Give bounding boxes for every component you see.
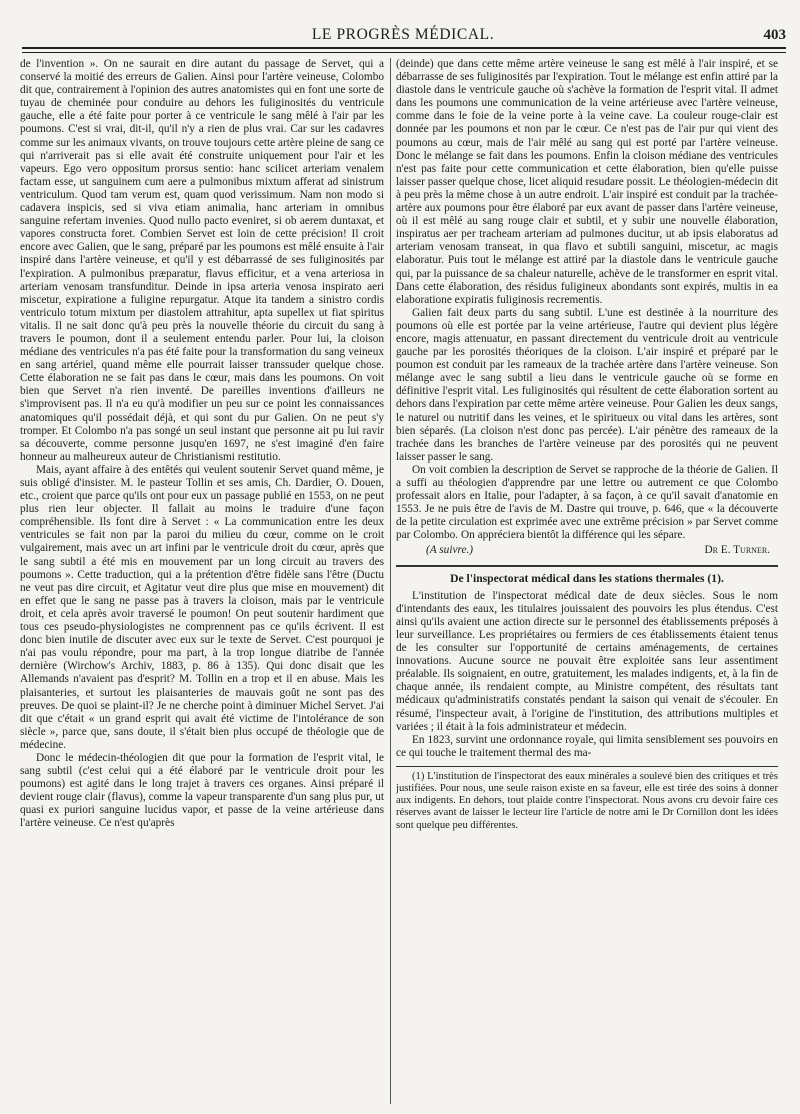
page-number: 403 (763, 27, 786, 43)
header-rule-thick (22, 47, 786, 49)
article-signature (396, 542, 778, 557)
right-column (396, 58, 778, 1108)
author-name: Dr E. Turner. (704, 544, 770, 557)
section-heading: De l'inspectorat médical dans les stations thermales (1). (450, 571, 724, 585)
right-paragraph-1: (deinde) que dans cette même artère veineuse le sang est mêlé à l'air inspiré, et se débarrasse de ses fuliginosités par l'expiration. Tout le mélange est enfin attiré par la diastole dans le ventricule gauche où s'achève la formation de l'esprit vital. Il admet dans les poumons une communication de la veine artérieuse avec l'artère veineuse, comme dans le foie de la veine porte à la veine cave. La couleur rouge-clair est donnée par les poumons et non par le cœur. Ce n'est pas de l'air pur qui vient des poumons au cœur, mais de l'air mêlé au sang qui est porté par l'artère veineuse. Donc le mélange se fait dans les poumons. Enfin la cloison médiane des ventricules n'est pas faite pour cette communication et cette élaboration, bien qu'elle puisse laisser passer quelque chose, licet aliquid resudare possit. Le théologien-médecin dit à peu près la même chose à un autre endroit. L'air inspiré est conduit par la trachée-artère aux poumons pour être élaboré par eux avant de passer dans l'artère veineuse, où il est mêlé au sang rouge clair et subtil, et y subir une nouvelle élaboration, inspiratus aer per tracheam arteriam ad pulmones ducitur, ut ab ipsis elaboratus ad arteriam venosam transeat, in qua flavo et subtili sanguini, miscetur, ac magis elaboratur. Puis tout le mélange est attiré par la diastole dans le ventricule gauche qui, par la puissance de sa chaleur naturelle, achève de le transformer en esprit vital. Dans cette élaboration, des résidus fuligineux abondants sont expirés, multis in ea elaboratione expiratis fuliginosis recrementis. (396, 58, 778, 306)
right-paragraph-5: En 1823, survint une ordonnance royale, qui limita sensiblement ses pouvoirs en ce qui touche le traitement thermal des ma- (396, 733, 778, 759)
right-paragraph-2: Galien fait deux parts du sang subtil. L'une est destinée à la nourriture des poumons où elle est portée par la veine artérieuse, l'autre qui devient plus légère encore, magis attenuatur, en passant directement du ventricule droit au ventricule gauche par les porosités théoriques de la cloison. L'air inspiré et préparé par le poumon est conduit par les rameaux de la trachée artère dans l'artère veineuse. Son mélange avec le sang subtil a lieu dans le ventricule gauche où se forme en définitive l'esprit vital. Les fuliginosités qui résultent de cette élaboration sortent au dehors dans l'expiration par cette même artère veineuse. Pour Galien les deux sangs, le naturel ou nutritif dans les veines, et le spiritueux ou vital dans les artères, sont bien séparés. (La cloison n'est donc pas percée). L'air pénètre des rameaux de la trachée dans les branches de l'artère veineuse par des porosités qui ne peuvent laisser passer le sang. (396, 306, 778, 463)
footnote: (1) L'institution de l'inspectorat des eaux minérales a soulevé bien des critiques et très justifiées. Pour nous, une seule raison existe en sa faveur, elle est tirée des soins à donner aux indigents. En dehors, tout plaide contre l'inspectorat. Nous avons cru devoir faire ces réserves avant de laisser le lecteur lire l'article de notre ami le Dr Cornillon dont les idées sont quelque peu différentes. (396, 770, 778, 831)
right-paragraph-3: On voit combien la description de Servet se rapproche de la théorie de Galien. Il a suffi au théologien d'apprendre par une lettre ou autrement ce que Colombo professait alors en Italie, pour l'adapter, à sa façon, à ce qu'il savait d'anatomie en 1553. Je ne puis être de l'avis de M. Dastre qui trouve, p. 646, que « la découverte de la petite circulation est exprimée avec une extrême précision » par Servet comme par Colombo. On appréciera bientôt la différence qui les sépare. (396, 463, 778, 542)
page-header (20, 22, 786, 44)
left-paragraph-3: Donc le médecin-théologien dit que pour la formation de l'esprit vital, le sang subtil (c'est celui qui a été élaboré par le ventricule droit pour les poumons) est agité dans le long trajet à travers ces organes. Ainsi préparé il devient rouge clair (flavus), comme la vapeur transparente d'un sang plus pur, ut quasi ex puriori sanguine lucidus vapor, et passe de la veine artérieuse dans l'artère veineuse. Ce n'est qu'après (20, 751, 384, 830)
to-be-continued: (A suivre.) (426, 544, 474, 557)
left-paragraph-2: Mais, ayant affaire à des entêtés qui veulent soutenir Servet quand même, je suis obligé d'insister. M. le pasteur Tollin et ses amis, Ch. Dardier, O. Douen, etc., croient que parce qu'ils ont pour eux un passage publié en 1553, on ne peut plus rien leur objecter. Il fallait au moins le traduire d'une façon compréhensible. Ils font dire à Servet : « La communication entre les deux ventricules se fait non par la paroi du milieu du cœur, comme on le croit vulgairement, mais avec un art infini par le ventricule droit du cœur, après que le sang subtil a été mis en mouvement par un long circuit au travers des poumons ». Cette traduction, qui a la prétention d'être fidèle sans l'être (Ductu ne veut pas dire circuit, et Agitatur veut dire plus que mise en mouvement) dit en effet que le sang ne passe pas à travers la cloison, mais par le ventricule droit, et cela après avoir traversé le poumon! On peut soutenir hardiment que tous ces pseudo-physiologistes ne comprennent pas ce qu'ils écrivent. Il est donc bien inutile de discuter avec eux sur le texte de Servet. C'est pourquoi je n'ai pas voulu répondre, pour ma part, à la trop longue diatribe de l'année dernière (Wirchow's Archiv, 1883, p. 86 à 135). Qui donc disait que les Allemands n'avaient pas d'esprit? M. Tollin en a trop et il en abuse. Mais les plaisanteries, et surtout les plaisanteries de mauvais goût ne sont pas des preuves. De quoi se plaint-il? Je ne cherche point à diminuer Michel Servet. J'ai dit que c'était « un grand esprit qui avait été victime de l'intolérance de son siècle », parce que, sans doute, il s'était bien plus occupé de théologie que de médecine. (20, 463, 384, 751)
section-separator (396, 565, 778, 567)
right-paragraph-4: L'institution de l'inspectorat médical date de deux siècles. Sous le nom d'intendants des eaux, les titulaires jouissaient des pouvoirs les plus étendus. C'est ainsi qu'ils avaient une action directe sur le personnel des établissements préposés à leur surveillance. Les propriétaires ou fermiers de ces établissements étaient tenus de les consulter sur l'opportunité de certains aménagements, de certaines innovations. Aucune source ne pouvait être exploitée sans leur assentiment préalable. Ils soignaient, en outre, gratuitement, les malades indigents, et, à la fin de chaque année, ils rendaient compte, au Ministre compétent, des résultats tant médicaux qu'administratifs constatés pendant la saison qui venait de s'écouler. En résumé, l'inspecteur avait, à l'origine de l'institution, des attributions multiples et variées ; il était à la fois administrateur et médecin. (396, 589, 778, 733)
footnote-separator (396, 766, 778, 767)
left-paragraph-1: de l'invention ». On ne saurait en dire autant du passage de Servet, qui a conservé la moitié des erreurs de Galien. Ainsi pour l'artère veineuse, Colombo dit que, contrairement à l'opinion des autres anatomistes qui en font une sorte de tuyau de cheminée pour conduire au dehors les fuliginosités du ventricule gauche, elle a été faite pour porter à ce ventricule le sang mêlé à l'air par les poumons. C'est si vrai, dit-il, qu'il n'y a rien de plus vrai. Car sur les cadavres comme sur les animaux vivants, on trouve toujours cette artère pleine de sang ce qui n'arriverait pas si elle avait été construite uniquement pour l'air et les vapeurs. Ego vero oppositum prorsus sentio: hanc scilicet arteriam venalem factam esse, ut sanguinem cum aere a pulmonibus mixtum afferat ad sinistrum ventriculum. Quod tam verum est, quam quod verissimum. Nam non modo si cadavera inspicis, sed si viva etiam animalia, hanc arteriam in omnibus sanguine refertam invenies. Quod nullo pacto eveniret, si ob aerem duntaxat, et vapores constructa foret. Combien Servet est loin de cette précision! Il croit encore avec Galien, que le sang, préparé par les poumons est mêlé ensuite à l'air inspiré dans l'artère veineuse, et qu'il y est débarrassé de ses fuliginosités par l'expiration. A pulmonibus præparatur, flavus efficitur, et a vena arteriosa in arteriam venosam transfunditur. Deinde in ipsa arteria venosa inspirato aeri miscetur, expiratione a fuligine repurgatur. Atque ita tandem a sinistro cordis ventriculo totum mixtum per diastolem attrahitur, apta supellex ut fiat spiritus vitalis. Il ne sait donc qu'à peu près la nouvelle théorie du circuit du sang à travers le poumon, dont il a seulement entendu parler. Pour lui, la cloison médiane des ventricules n'a pas été faite pour la transformation du sang veineux en sang artériel, quand même elle pourrait laisser transsuder quelque chose. Cette élaboration ne se fait pas dans le cœur, mais dans les poumons. On voit bien que Servet n'a rien inventé. De pareilles inventions d'ailleurs ne s'improvisent pas. Il n'a eu qu'à modifier un peu sur ce point les connaissances anatomiques qu'il possédait déjà, et qui sont du pur Galien. On ne peut s'y tromper. Et Colombo n'a pas songé un seul instant que personne ait pu lui ravir sa découverte, comme personne jusqu'en 1697, ne s'est imaginé d'en faire honneur au malheureux auteur de Christianismi restitutio. (20, 58, 384, 463)
left-column (20, 58, 384, 1108)
header-rule-thin (22, 52, 786, 53)
running-title: LE PROGRÈS MÉDICAL. (311, 26, 495, 43)
column-divider (390, 58, 391, 1104)
